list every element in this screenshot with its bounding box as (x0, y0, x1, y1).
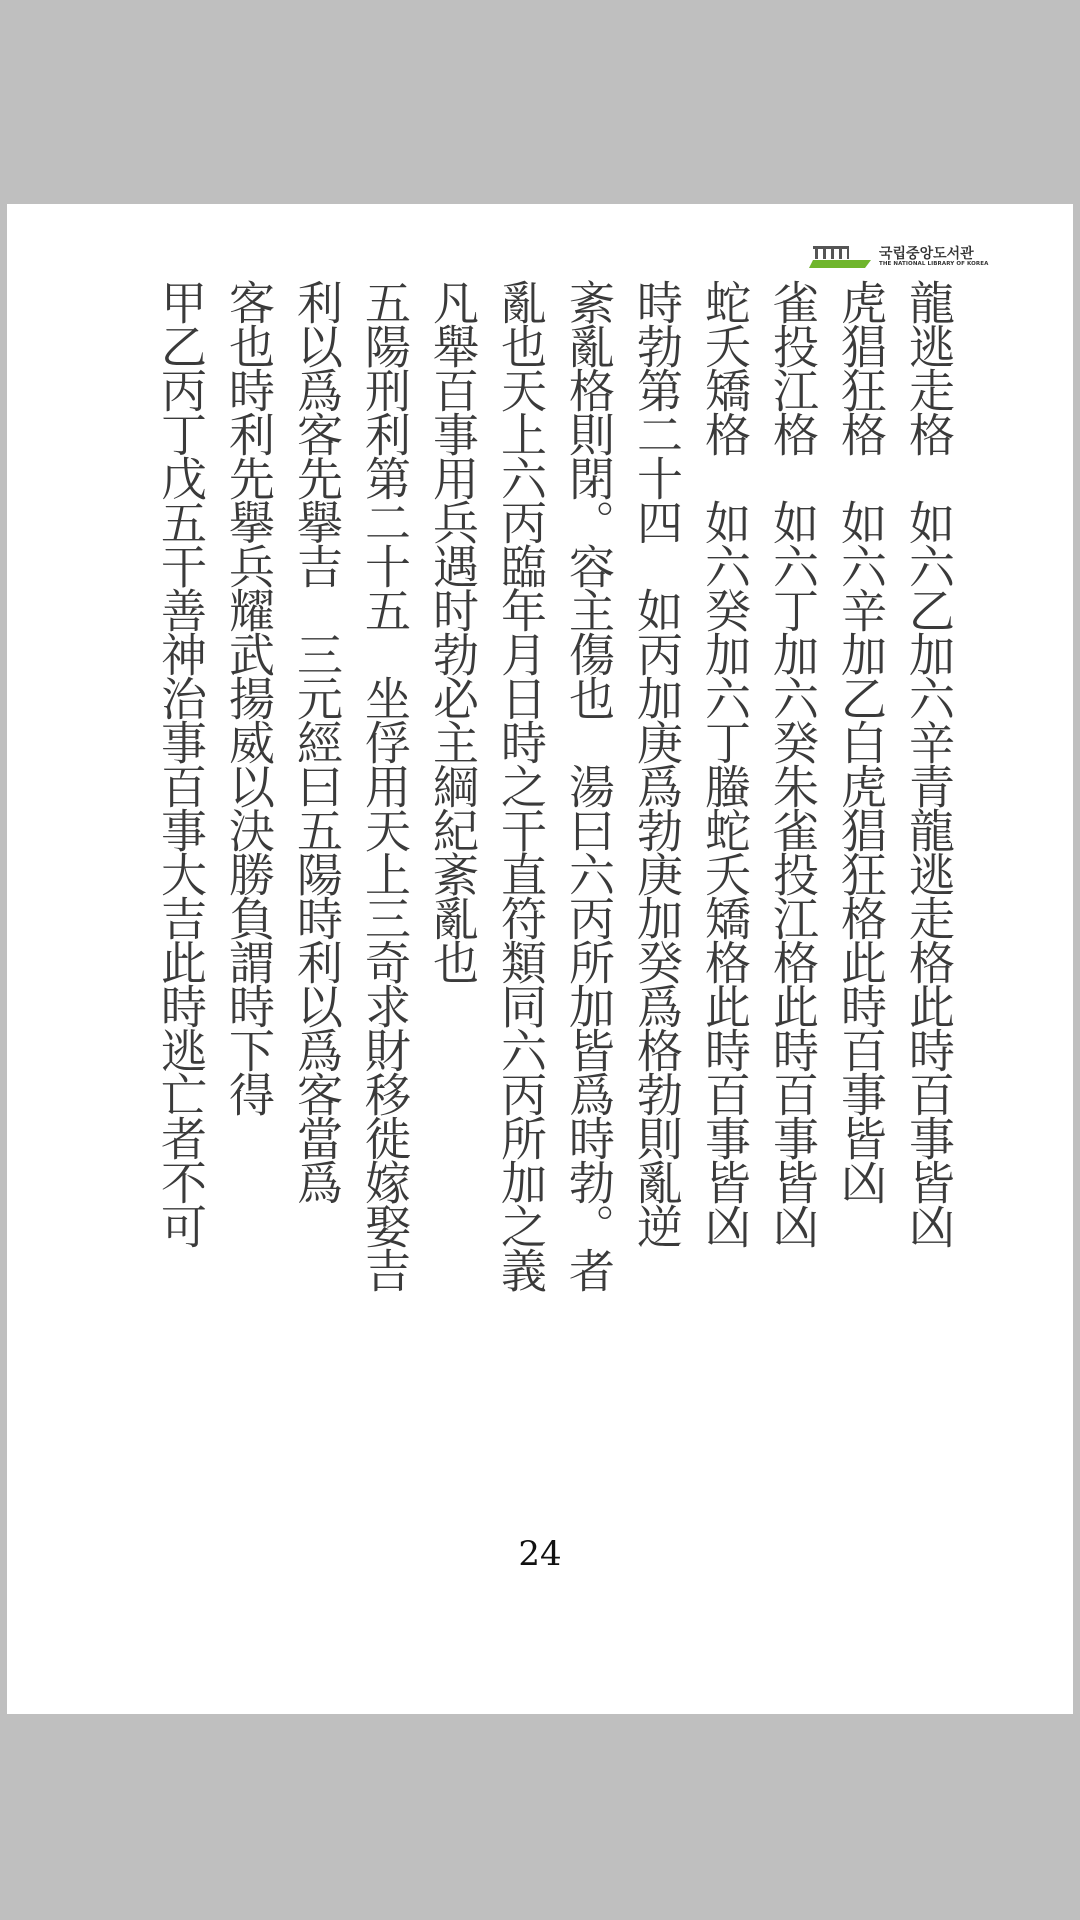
text-column: 客也時利先擧兵耀武揚威以決勝負謂時下得 (222, 279, 276, 1115)
library-logo-icon (809, 242, 875, 270)
document-page (7, 204, 1073, 1714)
page-number: 24 (518, 1534, 562, 1574)
text-column: 紊亂格則閉。容主傷也 湯曰六丙所加皆爲時勃。者 (562, 279, 616, 1291)
national-library-logo (809, 242, 989, 272)
text-column: 甲乙丙丁戊五干善神治事百事大吉此時逃亡者不可 (154, 279, 208, 1247)
text-column: 蛇夭矯格 如六癸加六丁螣蛇夭矯格此時百事皆凶 (698, 279, 752, 1247)
manuscript-text (87, 279, 957, 1469)
text-column: 凡舉百事用兵遇时勃必主綱紀紊亂也 (426, 279, 480, 983)
text-column: 虎猖狂格 如六辛加乙白虎猖狂格此時百事皆凶 (834, 279, 888, 1203)
text-column: 時勃第二十四 如丙加庚爲勃庚加癸爲格勃則亂逆 (630, 279, 684, 1247)
text-column: 雀投江格 如六丁加六癸朱雀投江格此時百事皆凶 (766, 279, 820, 1247)
text-column: 利以爲客先擧吉 三元經曰五陽時利以爲客當爲 (290, 279, 344, 1203)
library-name-english: THE NATIONAL LIBRARY OF KOREA (879, 261, 989, 267)
library-name-korean: 국립중앙도서관 (879, 246, 974, 262)
text-column: 五陽刑利第二十五 坐俘用天上三奇求財移徙嫁娶吉 (358, 279, 412, 1291)
text-column: 龍逃走格 如六乙加六辛青龍逃走格此時百事皆凶 (902, 279, 956, 1247)
text-column: 亂也天上六丙臨年月日時之干直符類同六丙所加之義 (494, 279, 548, 1291)
